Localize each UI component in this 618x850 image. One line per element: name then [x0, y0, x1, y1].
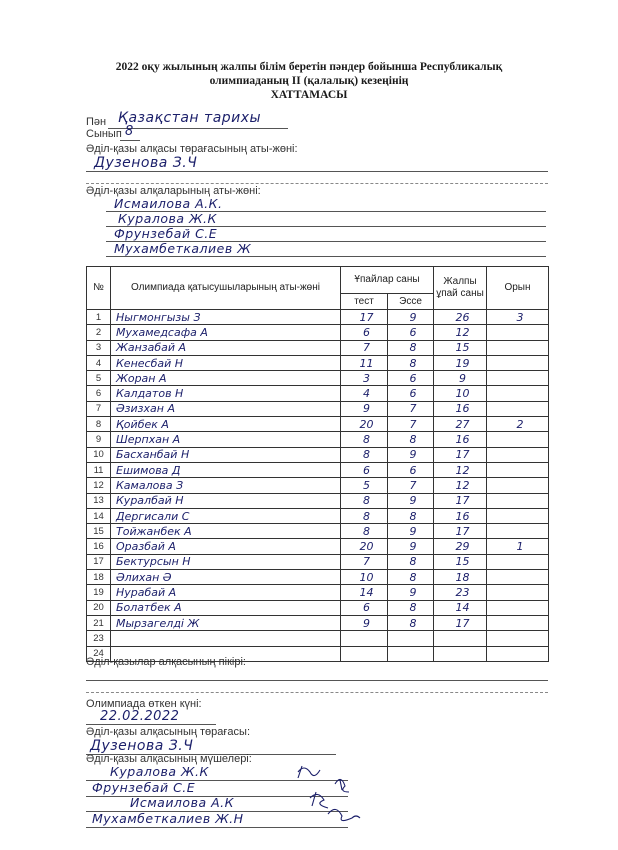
essay-score: 8: [388, 600, 434, 615]
essay-score: 9: [388, 310, 434, 325]
participant-name: Калдатов Н: [111, 386, 341, 401]
row-number: 8: [87, 417, 111, 432]
essay-score: 8: [388, 615, 434, 630]
place: 2: [487, 417, 549, 432]
table-row: [87, 585, 549, 600]
place: [487, 340, 549, 355]
header-line-2: олимпиаданың ІІ (қалалық) кезеңінің: [209, 75, 409, 87]
row-number: 17: [87, 554, 111, 569]
place: [487, 493, 549, 508]
participant-name: Ешимова Д: [111, 462, 341, 477]
opinion-label: Әділ-қазылар алқасының пікірі:: [86, 656, 246, 668]
test-score: 6: [341, 600, 388, 615]
table-row: [87, 386, 549, 401]
table-row: [87, 371, 549, 386]
total-score: 12: [434, 462, 487, 477]
essay-score: 6: [388, 325, 434, 340]
table-row: [87, 478, 549, 493]
participant-name: Мухамедсафа А: [111, 325, 341, 340]
essay-score: 9: [388, 493, 434, 508]
place: 1: [487, 539, 549, 554]
results-table: [86, 266, 549, 662]
header-points: Ұпайлар саны: [341, 267, 434, 294]
participant-name: Шерпхан А: [111, 432, 341, 447]
total-score: 29: [434, 539, 487, 554]
row-number: 7: [87, 401, 111, 416]
place: [487, 478, 549, 493]
total-score: 15: [434, 554, 487, 569]
row-number: 14: [87, 508, 111, 523]
participant-name: Болатбек А: [111, 600, 341, 615]
total-score: 27: [434, 417, 487, 432]
essay-score: 9: [388, 585, 434, 600]
place: [487, 585, 549, 600]
row-number: 16: [87, 539, 111, 554]
header-total: Жалпы ұпай саны: [434, 267, 487, 310]
row-number: 1: [87, 310, 111, 325]
header-essay: Эссе: [388, 294, 434, 310]
essay-score: [388, 646, 434, 661]
place: [487, 462, 549, 477]
total-score: 9: [434, 371, 487, 386]
participant-name: Бектурсын Н: [111, 554, 341, 569]
test-score: [341, 646, 388, 661]
place: [487, 432, 549, 447]
grade-value: 8: [125, 124, 134, 139]
participant-name: Әзизхан А: [111, 401, 341, 416]
test-score: 9: [341, 401, 388, 416]
total-score: 18: [434, 570, 487, 585]
subject-value: Қазақстан тарихы: [118, 110, 262, 126]
place: [487, 570, 549, 585]
signature-scribbles: [290, 762, 370, 832]
member-line-4: [106, 256, 546, 257]
row-number: 24: [87, 646, 111, 661]
place: [487, 554, 549, 569]
test-score: 6: [341, 325, 388, 340]
essay-score: 8: [388, 508, 434, 523]
grade-label: Сынып: [86, 128, 122, 140]
participant-name: Тойжанбек А: [111, 524, 341, 539]
test-score: 9: [341, 615, 388, 630]
row-number: 15: [87, 524, 111, 539]
row-number: 12: [87, 478, 111, 493]
test-score: 7: [341, 554, 388, 569]
total-score: 12: [434, 478, 487, 493]
header-title: ХАТТАМАСЫ: [270, 89, 348, 101]
essay-score: [388, 631, 434, 646]
members-sign-3: Исмаилова А.К: [130, 795, 234, 810]
members-sign-1: Куралова Ж.К: [110, 764, 209, 779]
test-score: 4: [341, 386, 388, 401]
header-line-1: 2022 оқу жылының жалпы білім беретін пәндер бойынша Республикалық: [115, 61, 503, 73]
table-row: [87, 462, 549, 477]
place: [487, 355, 549, 370]
header-test: тест: [341, 294, 388, 310]
opinion-line-2: [86, 692, 548, 693]
row-number: 6: [87, 386, 111, 401]
row-number: 20: [87, 600, 111, 615]
total-score: 16: [434, 401, 487, 416]
row-number: 3: [87, 340, 111, 355]
participant-name: Ныгмонгызы З: [111, 310, 341, 325]
participant-name: Куралбай Н: [111, 493, 341, 508]
total-score: 17: [434, 447, 487, 462]
test-score: 20: [341, 417, 388, 432]
test-score: 5: [341, 478, 388, 493]
total-score: 10: [434, 386, 487, 401]
place: [487, 524, 549, 539]
table-row: [87, 310, 549, 325]
chair-label: Әділ-қазы алқасы төрағасының аты-жөні:: [86, 143, 298, 155]
table-row: [87, 524, 549, 539]
row-number: 13: [87, 493, 111, 508]
essay-score: 8: [388, 570, 434, 585]
test-score: 8: [341, 524, 388, 539]
participant-name: Дергисали С: [111, 508, 341, 523]
participant-name: Қойбек А: [111, 417, 341, 432]
total-score: 14: [434, 600, 487, 615]
row-number: 19: [87, 585, 111, 600]
place: [487, 600, 549, 615]
subject-line: [108, 128, 288, 129]
essay-score: 8: [388, 554, 434, 569]
place: [487, 401, 549, 416]
test-score: 8: [341, 432, 388, 447]
table-row: [87, 325, 549, 340]
table-row: [87, 600, 549, 615]
table-row: [87, 355, 549, 370]
test-score: 3: [341, 371, 388, 386]
essay-score: 6: [388, 371, 434, 386]
total-score: 26: [434, 310, 487, 325]
participant-name: Әлихан Ә: [111, 570, 341, 585]
row-number: 4: [87, 355, 111, 370]
table-row: [87, 401, 549, 416]
table-row: [87, 432, 549, 447]
table-row: [87, 493, 549, 508]
test-score: 11: [341, 355, 388, 370]
header-name: Олимпиада қатысушыларының аты-жөні: [111, 267, 341, 310]
participant-name: Мырзагелді Ж: [111, 615, 341, 630]
test-score: 7: [341, 340, 388, 355]
total-score: 16: [434, 508, 487, 523]
opinion-line-1: [86, 680, 548, 681]
test-score: 8: [341, 493, 388, 508]
participant-name: Камалова З: [111, 478, 341, 493]
total-score: 17: [434, 524, 487, 539]
header-place: Орын: [487, 267, 549, 310]
chair-sign-label: Әділ-қазы алқасының төрағасы:: [86, 726, 251, 738]
essay-score: 6: [388, 462, 434, 477]
essay-score: 7: [388, 478, 434, 493]
header-num: №: [87, 267, 111, 310]
chair-sign-value: Дузенова З.Ч: [90, 738, 194, 754]
essay-score: 9: [388, 539, 434, 554]
total-score: [434, 646, 487, 661]
test-score: 8: [341, 508, 388, 523]
row-number: 9: [87, 432, 111, 447]
participant-name: Жоран А: [111, 371, 341, 386]
participant-name: Нурабай А: [111, 585, 341, 600]
test-score: 8: [341, 447, 388, 462]
test-score: [341, 631, 388, 646]
table-row: [87, 447, 549, 462]
total-score: [434, 631, 487, 646]
grade-line: [120, 140, 140, 141]
essay-score: 8: [388, 340, 434, 355]
total-score: 12: [434, 325, 487, 340]
total-score: 17: [434, 493, 487, 508]
table-row: [87, 539, 549, 554]
participant-name: Жанзабай А: [111, 340, 341, 355]
member-1: Исмаилова А.К.: [114, 196, 223, 211]
place: [487, 508, 549, 523]
members-label: Әділ-қазы алқаларының аты-жөні:: [86, 185, 261, 197]
place: [487, 646, 549, 661]
row-number: 23: [87, 631, 111, 646]
place: [487, 447, 549, 462]
subject-label: Пән: [86, 116, 107, 128]
essay-score: 7: [388, 401, 434, 416]
member-3: Фрунзебай С.Е: [114, 226, 218, 241]
table-row: [87, 508, 549, 523]
participant-name: Басханбай Н: [111, 447, 341, 462]
test-score: 17: [341, 310, 388, 325]
test-score: 14: [341, 585, 388, 600]
participant-name: Кенесбай Н: [111, 355, 341, 370]
place: [487, 325, 549, 340]
total-score: 15: [434, 340, 487, 355]
place: 3: [487, 310, 549, 325]
chair-value: Дузенова З.Ч: [94, 155, 198, 171]
essay-score: 7: [388, 417, 434, 432]
date-value: 22.02.2022: [100, 709, 180, 724]
members-sign-label: Әділ-қазы алқасының мүшелері:: [86, 753, 252, 765]
row-number: 5: [87, 371, 111, 386]
row-number: 10: [87, 447, 111, 462]
members-sign-2: Фрунзебай С.Е: [92, 780, 196, 795]
test-score: 20: [341, 539, 388, 554]
essay-score: 9: [388, 524, 434, 539]
place: [487, 371, 549, 386]
table-row: [87, 570, 549, 585]
table-row: [87, 615, 549, 630]
date-line: [86, 724, 216, 725]
table-row: [87, 554, 549, 569]
table-row: [87, 631, 549, 646]
row-number: 2: [87, 325, 111, 340]
member-4: Мухамбеткалиев Ж: [114, 241, 252, 256]
row-number: 18: [87, 570, 111, 585]
total-score: 23: [434, 585, 487, 600]
table-row: [87, 340, 549, 355]
place: [487, 615, 549, 630]
participant-name: [111, 631, 341, 646]
date-label: Олимпиада өткен күні:: [86, 698, 202, 710]
place: [487, 386, 549, 401]
essay-score: 6: [388, 386, 434, 401]
row-number: 11: [87, 462, 111, 477]
total-score: 17: [434, 615, 487, 630]
table-row: [87, 417, 549, 432]
chair-line-2: [86, 183, 548, 184]
chair-line: [86, 171, 548, 172]
members-sign-4: Мухамбеткалиев Ж.Н: [92, 811, 244, 826]
test-score: 10: [341, 570, 388, 585]
test-score: 6: [341, 462, 388, 477]
essay-score: 8: [388, 355, 434, 370]
essay-score: 8: [388, 432, 434, 447]
participant-name: Оразбай А: [111, 539, 341, 554]
member-2: Куралова Ж.К: [118, 211, 217, 226]
essay-score: 9: [388, 447, 434, 462]
total-score: 19: [434, 355, 487, 370]
row-number: 21: [87, 615, 111, 630]
total-score: 16: [434, 432, 487, 447]
place: [487, 631, 549, 646]
